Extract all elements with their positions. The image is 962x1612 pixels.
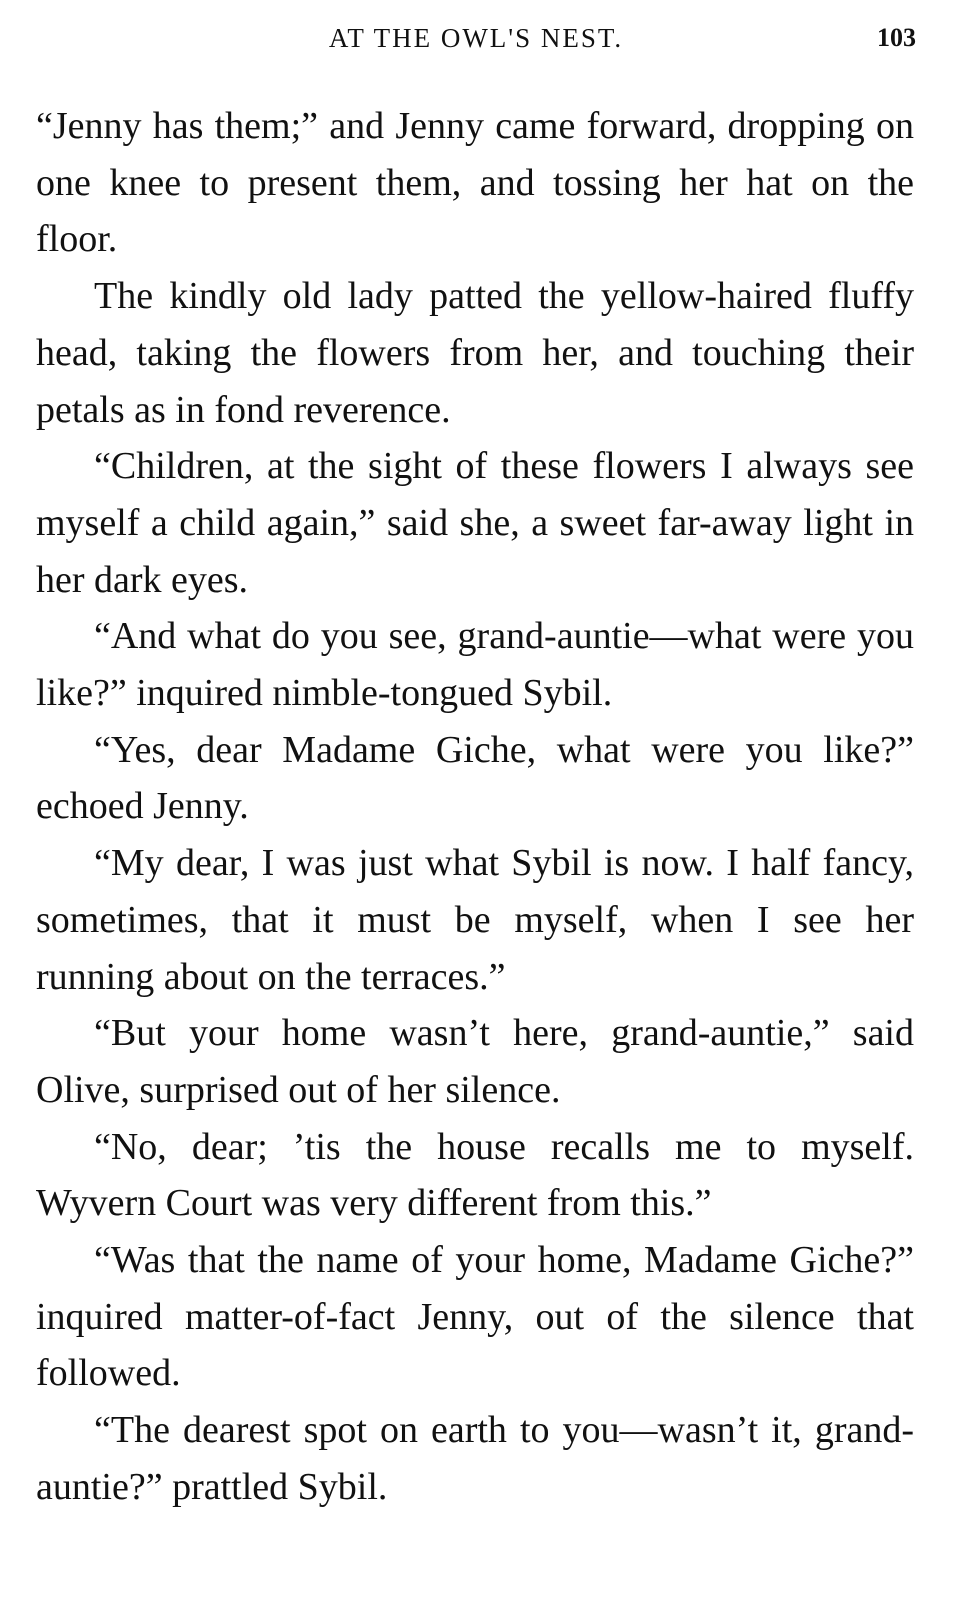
paragraph: “Was that the name of your home, Madame Giche?” inquired matter-of-fact Jenny, out of the silence that followed. — [36, 1239, 914, 1395]
paragraph: “The dearest spot on earth to you—wasn’t it, grand-auntie?” prattled Sybil. — [36, 1409, 914, 1508]
paragraph: “Yes, dear Madame Giche, what were you like?” echoed Jenny. — [36, 728, 914, 828]
page-number: 103 — [877, 23, 916, 52]
paragraph: “And what do you see, grand-auntie—what were you like?” inquired nimble-tongued Sybil. — [36, 615, 914, 715]
paragraph: “My dear, I was just what Sybil is now. I half fancy, sometimes, that it must be myself, when I see her running about on the terraces.” — [36, 842, 914, 998]
paragraph: “Jenny has them;” and Jenny came forward, dropping on one knee to present them, and tossing her hat on the floor. — [36, 105, 914, 261]
running-head: AT THE OWL'S NEST. — [328, 23, 624, 53]
body-text — [36, 98, 914, 1516]
paragraph: “No, dear; ’tis the house recalls me to myself. Wyvern Court was very different from this.” — [36, 1125, 914, 1225]
page-header — [36, 18, 916, 58]
paragraph: The kindly old lady patted the yellow-haired fluffy head, taking the flowers from her, and touching their petals as in fond reverence. — [36, 275, 914, 431]
paragraph: “Children, at the sight of these flowers I always see myself a child again,” said she, a sweet far-away light in her dark eyes. — [36, 445, 914, 601]
paragraph: “But your home wasn’t here, grand-auntie,” said Olive, surprised out of her silence. — [36, 1012, 914, 1111]
